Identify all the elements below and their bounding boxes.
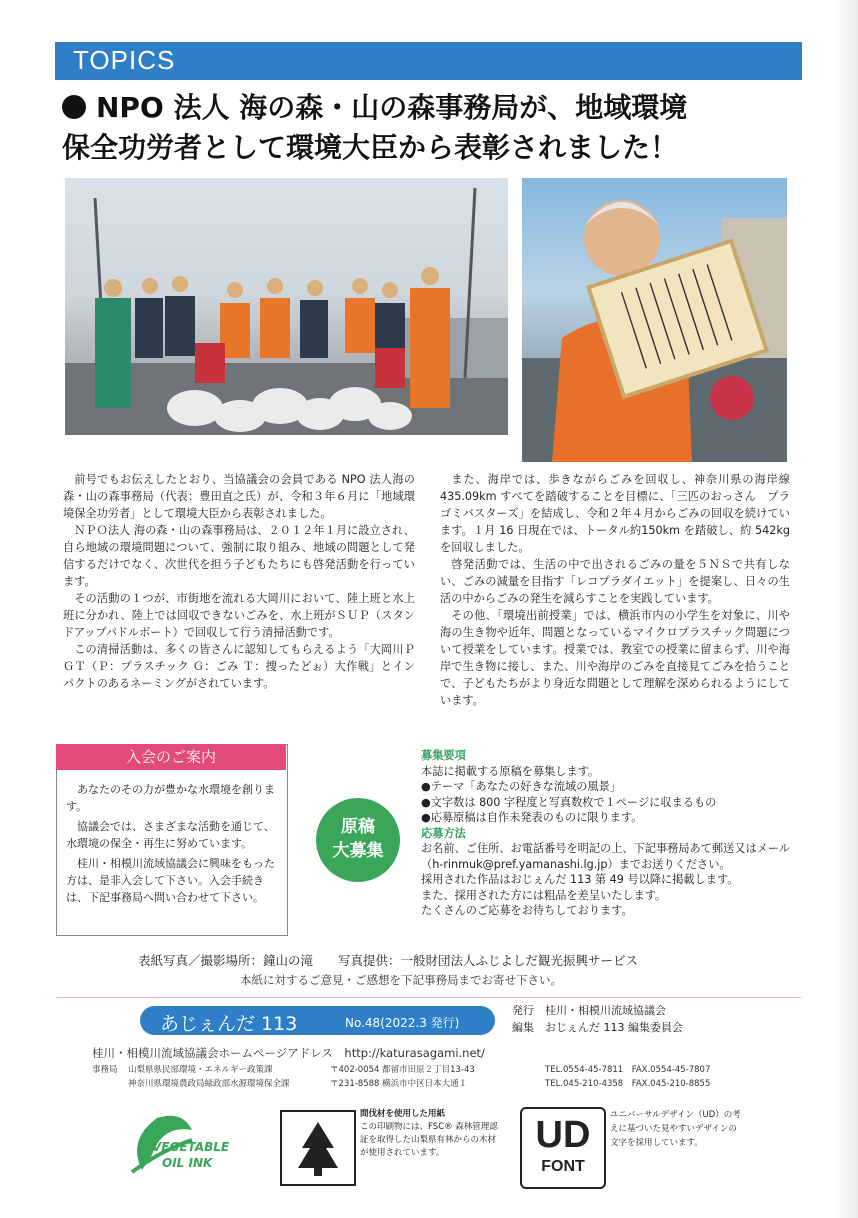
article-paragraph: その活動の１つが、市街地を流れる大岡川において、陸上班と水上班に分かれ、陸上では回収できないごみを、水上班がＳＵＰ（スタンドアップパドルボート）で回収して行う清掃活動です。 [63, 592, 415, 639]
publisher-info [512, 1002, 683, 1036]
editor: 編集 おじぇんだ 113 編集委員会 [512, 1021, 683, 1034]
office-address: 〒231-8588 横浜市中区日本大通１ [330, 1079, 468, 1089]
badge-line1: 原稿 [341, 817, 375, 837]
issue-number: No.48(2022.3 発行) [345, 1016, 460, 1030]
veg-ink-line2: OIL INK [162, 1156, 213, 1170]
office-org: 神奈川県環境農政局緑政部水源環境保全課 [128, 1079, 290, 1089]
ud-logo-top: UD [535, 1114, 591, 1156]
recruit-intro: 本誌に掲載する原稿を募集します。 [421, 764, 600, 778]
ud-font-description: ユニバーサルデザイン（UD）の考えに基づいた見やすいデザインの文字を採用しています。 [610, 1110, 741, 1148]
membership-paragraph: 協議会では、さまざまな活動を通じて、水環境の保全・再生に努めています。 [66, 820, 275, 850]
office-address: 〒402-0054 都留市田原２丁目13-43 [330, 1065, 475, 1075]
topics-header-bar [55, 42, 802, 80]
article-paragraph: また、海岸では、歩きながらごみを回収し、神奈川県の海岸線 435.09km すべてを踏破することを目標に、「三匹のおっさん プラゴミバスターズ」を結成し、令和２年４月からごみの回収を続けています。１月 16 日現在では、トータル約150km を踏破し、約 542kg を回収しました。 [440, 473, 790, 554]
ud-font-logo [520, 1107, 606, 1189]
veg-ink-line1: VEGETABLE [152, 1140, 230, 1154]
forest-thinning-logo [280, 1110, 356, 1186]
office-phone: TEL.045-210-4358 FAX.045-210-8855 [545, 1079, 711, 1089]
topics-label: TOPICS [73, 45, 176, 75]
membership-paragraph: 桂川・相模川流域協議会に興味をもった方は、是非入会して下さい。入会手続きは、下記事務局へ問い合わせて下さい。 [66, 857, 275, 904]
membership-title: 入会のご案内 [56, 744, 286, 770]
article-paragraph: 啓発活動では、生活の中で出されるごみの量を５ＮＳで共有しない、ごみの減量を目指す「レコプラダイエット」を提案し、日々の生活の中からごみの発生を減らすことを実践しています。 [440, 558, 790, 605]
forest-heading: 間伐材を使用した用紙 [360, 1109, 446, 1119]
article-headline [62, 88, 802, 168]
manuscript-recruitment [421, 748, 799, 919]
membership-text [66, 781, 276, 909]
office-org: 山梨県県民部環境・エネルギー政策課 [128, 1065, 273, 1075]
forest-description: この印刷物には、FSC® 森林管理認証を取得した山梨県有林からの木材が使用されています。 [360, 1122, 498, 1158]
office-phone: TEL.0554-45-7811 FAX.0554-45-7807 [545, 1065, 711, 1075]
cover-photo-credit: 表紙写真／撮影場所：鐘山の滝 写真提供：一般財団法人ふじよしだ観光振興サービス [138, 953, 639, 968]
article-paragraph: ＮＰＯ法人 海の森・山の森事務局は、２０１２年１月に設立され、自ら地域の環境問題について、強制に取り組み、地域の問題として発信するだけでなく、次世代を担う子どもたちにも啓発活動を行っています。 [63, 524, 415, 588]
divider [56, 997, 801, 998]
article-paragraph: この清掃活動は、多くの皆さんに認知してもらえるよう「大岡川ＰＧＴ（Ｐ：プラスチック Ｇ：ごみ Ｔ：捜ったどぉ）大作戦」とインパクトのあるネーミングがされています。 [63, 643, 415, 690]
homepage-address: 桂川・相模川流域協議会ホームページアドレス http://katurasagami.net/ [92, 1046, 485, 1060]
ud-logo-bottom: FONT [541, 1158, 585, 1175]
newsletter-title: あじぇんだ 113 [160, 1013, 298, 1035]
office-label: 事務局 [92, 1065, 118, 1075]
article-paragraph: 前号でもお伝えしたとおり、当協議会の会員である NPO 法人海の森・山の森事務局（代表：豊田直之氏）が、令和３年６月に「地域環境保全功労者」として環境大臣から表彰されました。 [63, 473, 415, 520]
recruit-note: 採用された作品はおじぇんだ 113 第 49 号以降に掲載します。 [421, 873, 739, 886]
recruit-item: ●文字数は 800 字程度と写真数枚で１ページに収まるもの [421, 795, 717, 809]
recruit-item: ●応募原稿は自作未発表のものに限ります。 [421, 811, 643, 824]
page-edge-shadow [836, 0, 858, 1218]
publisher: 発行 桂川・相模川流域協議会 [512, 1004, 666, 1017]
recruit-heading-method: 応募方法 [421, 826, 466, 840]
article-column-left [63, 471, 415, 692]
recruit-note: また、採用された方には粗品を差呈いたします。 [421, 888, 667, 902]
manuscript-wanted-badge [316, 798, 400, 882]
forest-thinning-text [360, 1108, 500, 1160]
membership-paragraph: あなたのその力が豊かな水環境を創ります。 [66, 783, 275, 813]
article-paragraph: その他、「環境出前授業」では、横浜市内の小学生を対象に、川や海の生き物や近年、問題となっているマイクロプラスチック問題について授業をしています。授業では、教室での授業に留まらず、川や海岸で生き物に接し、また、川や海岸のごみを直接見てごみを拾うことで、子どもたちがより身近な問題として理解を深められるようにしています。 [440, 609, 790, 707]
award-recipient-photo [522, 178, 787, 462]
newsletter-masthead [140, 1006, 495, 1035]
vegetable-oil-ink-logo [122, 1110, 240, 1184]
recruit-note: たくさんのご応募をお待ちしております。 [421, 904, 633, 917]
badge-line2: 大募集 [332, 841, 384, 861]
bullet-icon [62, 95, 86, 119]
recruit-method: お名前、ご住所、お電話番号を明記の上、下記事務局あて郵送又はメール（h-rinmuk@pref.yamanashi.lg.jp）までお送りください。 [421, 842, 790, 871]
headline-line2: 保全功労者として環境大臣から表彰されました！ [62, 131, 679, 164]
recruit-heading-requirements: 募集要項 [421, 749, 466, 762]
cleanup-team-photo [65, 178, 508, 435]
feedback-note: 本紙に対するご意見・ご感想を下記事務局までお寄せ下さい。 [240, 973, 562, 987]
article-column-right [440, 471, 790, 709]
headline-line1: NPO 法人 海の森・山の森事務局が、地域環境 [96, 91, 688, 124]
recruit-item: ●テーマ「あなたの好きな流域の風景」 [421, 780, 621, 793]
